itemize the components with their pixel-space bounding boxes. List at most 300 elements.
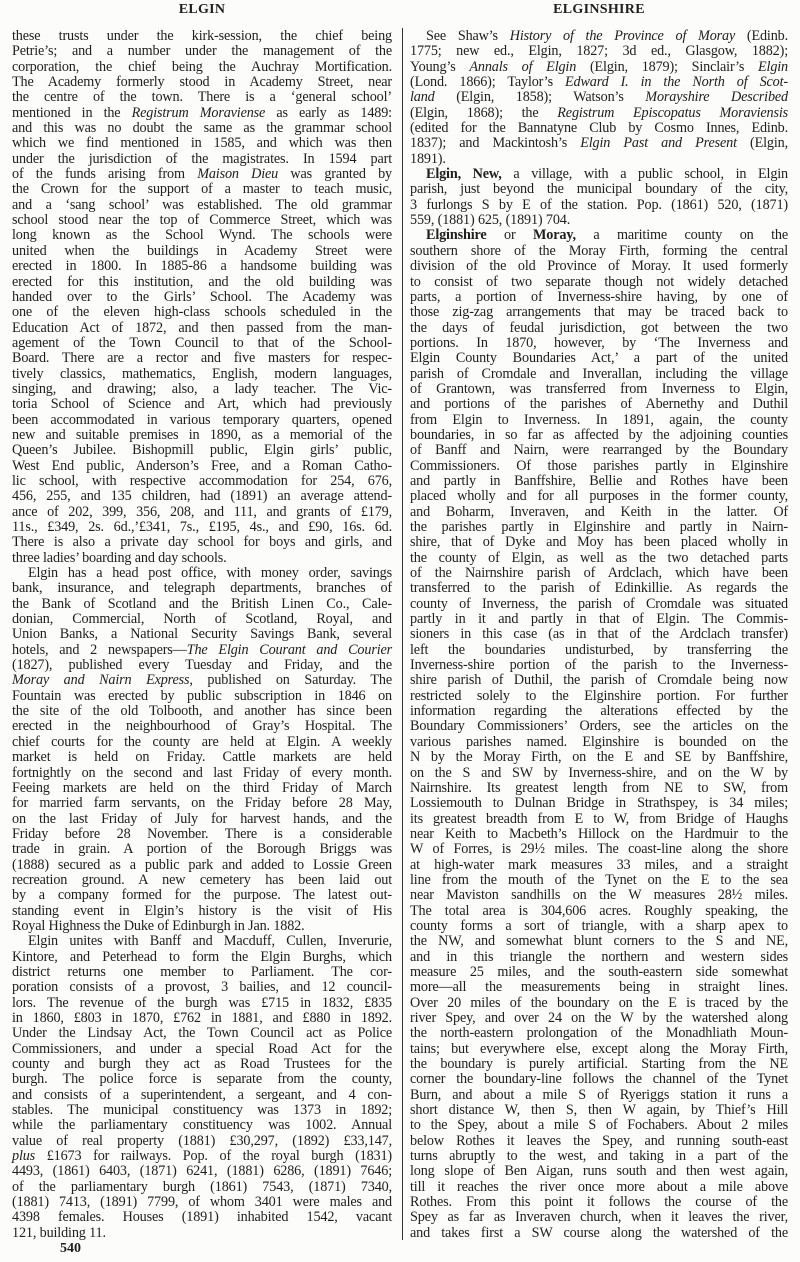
text-run: Nairnshire. Its greatest length from NE to SW, from — [410, 779, 788, 796]
text-run: transferred to the parish of Edinkillie. As regards the — [410, 580, 788, 597]
text-run: (1827), published every Tuesday and Friday, and the — [12, 657, 392, 674]
text-line — [12, 459, 392, 474]
text-run: parish of Cromdale and Inverallan, including the village — [410, 365, 788, 382]
text-line — [12, 305, 392, 320]
text-line — [12, 290, 392, 305]
text-line — [12, 1164, 392, 1179]
text-line — [410, 535, 788, 550]
text-run: (Elgin, 1879); Sinclair’s — [576, 58, 759, 75]
text-line — [12, 321, 392, 336]
text-line — [410, 213, 788, 228]
text-line — [12, 766, 392, 781]
text-line — [12, 121, 392, 136]
text-line — [410, 1134, 788, 1149]
text-run: of the Nairnshire parish of Ardclach, which have been — [410, 565, 788, 582]
text-run: (Lond. 1866); Taylor’s — [410, 74, 566, 91]
text-line — [12, 382, 392, 397]
text-run: sioners in this case (as in that of the Ardclach transfer) — [410, 626, 788, 643]
text-run: handed over to the Girls’ School. The Academy was — [12, 288, 392, 305]
text-run: of Grantown, was transferred from Inverness to Elgin, — [410, 380, 788, 397]
text-line — [410, 781, 788, 796]
text-line — [12, 1072, 392, 1087]
text-line — [12, 1026, 392, 1041]
text-run: southern shore of the Moray Firth, forming the central — [410, 242, 788, 259]
text-line — [410, 1195, 788, 1210]
text-run: for married farm servants, on the Friday before 28 May, — [12, 795, 392, 812]
text-run: (Edinb. — [735, 28, 789, 44]
text-line — [410, 1164, 788, 1179]
text-run: Board. There are a rector and five masters for respec- — [12, 350, 392, 367]
text-line — [12, 934, 392, 949]
text-run: and Boharm, Inveraven, and Keith in the latter. Of — [410, 503, 788, 520]
text-run: Rothes. From this point it follows the course of the — [410, 1194, 788, 1211]
text-run: and takes first a SW course along the watershed of the — [410, 1224, 788, 1241]
text-line — [12, 750, 392, 765]
text-line — [410, 842, 788, 857]
italic-title: Elgin Past and Present — [580, 135, 737, 152]
text-line — [410, 627, 788, 642]
text-run: corporation, the chief being the Auchray Mortification. — [12, 58, 392, 75]
text-run: 1837); and Mackintosh’s — [410, 135, 581, 152]
text-run: till it reaches the river once more about a mile above — [410, 1178, 788, 1195]
text-line — [410, 351, 788, 366]
paragraph — [410, 29, 788, 167]
text-line — [12, 1042, 392, 1057]
text-line — [410, 489, 788, 504]
text-line — [410, 397, 788, 412]
text-run: in 1860, £803 in 1870, £762 in 1881, and £880 in 1892. — [12, 1010, 392, 1026]
text-run: parts, a portion of Inverness-shire having, by one of — [410, 288, 788, 305]
right-text-column — [410, 29, 788, 1241]
text-line — [12, 198, 392, 213]
text-run: restricted solely to the Elginshire portion. For further — [410, 687, 788, 704]
text-run: and portions of the parishes of Abernethy and Duthil — [410, 396, 788, 413]
text-run: various parishes named. Elginshire is bounded on the — [410, 733, 788, 750]
text-line — [410, 121, 788, 136]
text-line — [410, 106, 788, 121]
text-line — [12, 75, 392, 90]
text-line — [12, 106, 392, 121]
text-run: fortnightly on the second and last Friday of every month. — [12, 764, 392, 781]
text-line — [410, 1226, 788, 1241]
text-line — [410, 812, 788, 827]
text-run: line from the mouth of the Tynet on the E to the sea — [410, 871, 788, 888]
text-run: these trusts under the kirk-session, the chief being — [12, 28, 392, 44]
text-line — [410, 152, 788, 167]
text-run: to consist of two separate though not widely detached — [410, 273, 788, 290]
text-line — [410, 980, 788, 995]
text-run: and this was no doubt the same as the grammar school — [12, 120, 392, 137]
text-run: Friday before 28 November. There is a considerable — [12, 825, 392, 842]
text-run: recreation ground. A new cemetery has been laid out — [12, 871, 392, 888]
text-run: The Academy formerly stood in Academy Street, near — [12, 74, 392, 91]
italic-title: plus — [12, 1148, 36, 1165]
text-run: from Elgin to Inverness. In 1891, again, the county — [410, 411, 788, 428]
paragraph — [12, 566, 392, 934]
text-line — [410, 505, 788, 520]
text-line — [12, 182, 392, 197]
text-line — [12, 873, 392, 888]
text-line — [12, 213, 392, 228]
text-line — [410, 413, 788, 428]
text-line — [410, 888, 788, 903]
text-line — [410, 244, 788, 259]
text-line — [12, 228, 392, 243]
text-run: lors. The revenue of the burgh was £715 in 1832, £835 — [12, 994, 392, 1011]
text-run: toria School of Science and Art, which had previously — [12, 396, 392, 413]
text-run: below Rothes it leaves the Spey, and running south-east — [410, 1132, 788, 1149]
bold-entry-heading: Elginshire — [426, 227, 487, 244]
text-line — [410, 1026, 788, 1041]
text-line — [12, 858, 392, 873]
text-run: Over 20 miles of the boundary on the E is traced by the — [410, 994, 788, 1011]
text-run: (1881) 7413, (1891) 7799, of whom 3401 were males and — [12, 1194, 392, 1211]
text-line — [410, 612, 788, 627]
text-line — [410, 182, 788, 197]
text-run: (Elgin, 1858); Watson’s — [434, 89, 646, 106]
text-line — [12, 336, 392, 351]
text-line — [410, 566, 788, 581]
text-line — [410, 796, 788, 811]
text-run: boundaries, in so far as affected by the adjoining counties — [410, 426, 788, 443]
text-line — [410, 1011, 788, 1026]
text-run: county and burgh they act as Road Trustees for the — [12, 1056, 392, 1073]
italic-title: History of the Province of Moray — [509, 28, 736, 44]
text-run: corner the boundary-line follows the channel of the Tynet — [410, 1071, 788, 1088]
text-line — [410, 689, 788, 704]
text-line — [410, 198, 788, 213]
text-line — [410, 766, 788, 781]
text-line — [12, 44, 392, 59]
text-line — [12, 627, 392, 642]
paragraph — [12, 934, 392, 1241]
text-run: the NW, and somewhat blunt corners to the S and NE, — [410, 933, 788, 950]
text-line — [12, 551, 392, 566]
text-run: , published on Saturday. The — [189, 672, 392, 689]
text-run: 121, building 11. — [12, 1224, 106, 1241]
text-run: school stood near the top of Commerce Street, which was — [12, 212, 392, 229]
text-line — [12, 1103, 392, 1118]
column-divider — [402, 28, 403, 1240]
text-run: the parishes partly in Elginshire and partly in Nairn- — [410, 519, 788, 535]
text-run: more—all the measurements being in straight lines. — [410, 979, 788, 996]
text-line — [410, 228, 788, 243]
paragraph — [410, 167, 788, 228]
text-line — [410, 167, 788, 182]
text-run: the centre of the town. There is a ‘general school’ — [12, 89, 392, 106]
page-number: 540 — [60, 1241, 81, 1256]
text-run: ance of 202, 399, 356, 208, and 111, and grants of £179, — [12, 503, 392, 520]
text-run: agement of the Town Council to that of the School- — [12, 334, 392, 351]
text-run: donian, Commercial, North of Scotland, Royal, and — [12, 611, 392, 628]
text-line — [410, 1118, 788, 1133]
text-line — [12, 259, 392, 274]
text-line — [12, 735, 392, 750]
text-line — [410, 90, 788, 105]
text-line — [410, 919, 788, 934]
running-header-left: ELGIN — [178, 2, 226, 17]
text-line — [410, 735, 788, 750]
text-run: Boundary Commissioners’ Orders, see the articles on the — [410, 718, 788, 735]
text-line — [12, 90, 392, 105]
text-run: (Elgin, 1868); the — [410, 104, 558, 121]
text-run: district returns one member to Parliament. The cor- — [12, 963, 392, 980]
text-line — [410, 367, 788, 382]
italic-title: Morayshire Described — [645, 89, 788, 106]
text-run: or — [486, 227, 534, 244]
text-line — [410, 382, 788, 397]
text-run: county forms a sort of triangle, with a sharp apex to — [410, 917, 788, 934]
text-line — [12, 474, 392, 489]
text-line — [12, 689, 392, 704]
text-line — [12, 673, 392, 688]
text-run: Petrie’s; and a number under the management of the — [12, 43, 392, 60]
text-line — [410, 459, 788, 474]
text-run: There is also a private day school for boys and girls, and — [12, 534, 392, 551]
text-run: near Keith to Macbeth’s Hillock on the Hardmuir to the — [410, 825, 788, 842]
text-line — [12, 367, 392, 382]
text-run: Under the Lindsay Act, the Town Council act as Police — [12, 1025, 392, 1042]
text-run: and in this triangle the northern and western sides — [410, 948, 788, 965]
text-run: which we find mentioned in 1585, and which was then — [12, 135, 392, 152]
italic-title: Registrum Episcopatus Moraviensis — [557, 104, 788, 121]
running-header-right: ELGINSHIRE — [553, 2, 645, 17]
text-line — [12, 152, 392, 167]
text-run: parish, just beyond the municipal boundary of the city, — [410, 181, 788, 198]
text-line — [12, 443, 392, 458]
text-run: Elgin unites with Banff and Macduff, Cullen, Inverurie, — [28, 933, 392, 950]
text-line — [12, 812, 392, 827]
text-run: burgh. The police force is separate from the county, — [12, 1071, 392, 1088]
text-line — [410, 581, 788, 596]
text-line — [410, 704, 788, 719]
text-run: the site of the old Tolbooth, and another has since been — [12, 703, 392, 720]
text-run: hotels, and 2 newspapers— — [12, 641, 187, 658]
text-line — [12, 888, 392, 903]
text-line — [410, 673, 788, 688]
paragraph — [410, 228, 788, 1241]
text-run: Elgin has a head post office, with money order, savings — [28, 565, 392, 582]
text-line — [410, 904, 788, 919]
text-line — [410, 1042, 788, 1057]
text-run: tains; but everywhere else, except along the Moray Firth, — [410, 1040, 788, 1057]
text-line — [12, 612, 392, 627]
italic-title: Edward I. in the North of Scot- — [565, 74, 788, 91]
text-line — [410, 474, 788, 489]
text-run: trade in grain. A portion of the Borough Briggs was — [12, 841, 392, 858]
text-line — [410, 965, 788, 980]
text-run: division of the old Province of Moray. It used formerly — [410, 258, 788, 275]
text-run: by a company formed for the purpose. The latest out- — [12, 887, 392, 904]
italic-title: Registrum Moraviense — [131, 104, 266, 121]
text-run: tively classics, mathematics, English, modern languages, — [12, 365, 392, 382]
text-run: Commissioners, and under a special Road Act for the — [12, 1040, 392, 1057]
text-line — [12, 980, 392, 995]
text-run: erected in 1800. In 1885-86 a handsome building was — [12, 258, 392, 275]
text-line — [12, 1088, 392, 1103]
text-line — [12, 489, 392, 504]
text-line — [12, 413, 392, 428]
text-run: and consists of a superintendent, a sergeant, and 4 con- — [12, 1086, 392, 1103]
text-run: under the jurisdiction of the magistrates. In 1594 part — [12, 150, 392, 167]
text-run: 4493, (1861) 6403, (1871) 6241, (1881) 6286, (1891) 7646; — [12, 1163, 392, 1180]
text-line — [410, 44, 788, 59]
text-line — [12, 597, 392, 612]
text-run: chief courts for the county are held at Elgin. A weekly — [12, 733, 392, 750]
text-run: Union Banks, a National Security Savings Bank, several — [12, 626, 392, 643]
text-line — [410, 1057, 788, 1072]
text-run: of the funds arising from — [12, 166, 198, 183]
text-run: was granted by — [278, 166, 392, 183]
text-run: 1891). — [410, 150, 446, 167]
text-run: new and suitable premises in 1890, as a memorial of the — [12, 426, 392, 443]
text-run: 3 furlongs S by E of the station. Pop. (1861) 520, (1871) — [410, 196, 788, 213]
text-run: river Spey, and over 24 on the W by the watershed along — [410, 1010, 788, 1026]
text-run: (Elgin, — [736, 135, 788, 152]
text-line — [410, 1180, 788, 1195]
text-line — [410, 1088, 788, 1103]
text-line — [410, 551, 788, 566]
text-line — [410, 750, 788, 765]
text-run: 1775; new ed., Elgin, 1827; 3d ed., Glasgow, 1882); — [410, 43, 788, 60]
text-line — [12, 566, 392, 581]
text-run: 559, (1881) 625, (1891) 704. — [410, 212, 571, 229]
text-line — [12, 1134, 392, 1149]
text-line — [12, 167, 392, 182]
text-run: of the parliamentary burgh (1861) 7543, (1871) 7340, — [12, 1178, 392, 1195]
text-line — [410, 996, 788, 1011]
text-line — [410, 1072, 788, 1087]
text-line — [410, 520, 788, 535]
text-run: Queen’s Jubilee. Bishopmill public, Elgin girls’ public, — [12, 442, 392, 459]
text-line — [12, 704, 392, 719]
text-run: united when the buildings in Academy Street were — [12, 242, 392, 259]
text-line — [12, 719, 392, 734]
text-run: partly in it and partly in that of Elgin. The Commis- — [410, 611, 788, 628]
text-run: on the S and SW by Inverness-shire, and on the W by — [410, 764, 788, 781]
text-run: been accommodated in various temporary quarters, opened — [12, 411, 392, 428]
text-run: mentioned in the — [12, 104, 132, 121]
text-run: those zig-zag arrangements that may be traced back to — [410, 304, 788, 321]
text-run: three ladies’ boarding and day schools. — [12, 549, 227, 566]
text-line — [410, 1149, 788, 1164]
text-line — [12, 1011, 392, 1026]
text-run: erected for this institution, and the old building was — [12, 273, 392, 290]
text-run: left the boundaries undisturbed, by transferring the — [410, 641, 788, 658]
text-run: (1888) secured as a public park and added to Lossie Green — [12, 856, 392, 873]
text-line — [12, 842, 392, 857]
text-line — [12, 1057, 392, 1072]
text-run: and a ‘sang school’ was established. The old grammar — [12, 196, 392, 213]
text-run: Elgin County Boundaries Act,’ a part of the united — [410, 350, 788, 367]
text-run: 4398 females. Houses (1891) inhabited 1542, vacant — [12, 1209, 392, 1226]
text-line — [410, 305, 788, 320]
text-run: the north-eastern prolongation of the Monadhliath Moun- — [410, 1025, 788, 1042]
text-run: (edited for the Bannatyne Club by Cosmo Innes, Edinb. — [410, 120, 788, 137]
text-run: market is held on Friday. Cattle markets are held — [12, 749, 392, 766]
text-line — [12, 275, 392, 290]
text-line — [12, 1149, 392, 1164]
text-run: Spey as far as Inveraven church, when it leaves the river, — [410, 1209, 788, 1226]
text-run: 11s., £349, 2s. 6d.,’£341, 7s., £195, 4s., and £90, 16s. 6d. — [12, 519, 392, 535]
text-run: erected in the neighbourhood of Gray’s Hospital. The — [12, 718, 392, 735]
text-line — [410, 336, 788, 351]
text-run: turns abruptly to the west, and taking in a part of the — [410, 1148, 788, 1165]
text-line — [410, 443, 788, 458]
text-run: stables. The municipal constituency was 1373 in 1892; — [12, 1102, 392, 1119]
italic-title: The Elgin Courant and Courier — [186, 641, 392, 658]
text-line — [410, 1103, 788, 1118]
text-line — [12, 1195, 392, 1210]
paragraph — [12, 29, 392, 566]
text-run: long known as the School Wynd. The schools were — [12, 227, 392, 244]
bold-entry-heading: Elgin, New, — [426, 166, 502, 183]
text-run: its greatest breadth from E to W, from Bridge of Haughs — [410, 810, 788, 827]
text-line — [12, 827, 392, 842]
text-run: the county of Elgin, as well as the two detached parts — [410, 549, 788, 566]
text-line — [410, 1210, 788, 1225]
italic-title: Moray and Nairn Express — [12, 672, 190, 689]
text-run: the Crown for the support of a master to teach music, — [12, 181, 392, 198]
text-run: Lossiemouth to Dulnan Bridge in Strathspey, is 34 miles; — [410, 795, 788, 812]
text-line — [410, 275, 788, 290]
text-run: Commissioners. Of those parishes partly in Elginshire — [410, 457, 788, 474]
text-line — [410, 597, 788, 612]
text-line — [12, 781, 392, 796]
text-line — [410, 643, 788, 658]
text-line — [12, 1210, 392, 1225]
text-run: the days of feudal jurisdiction, got between the two — [410, 319, 788, 336]
text-line — [12, 1226, 392, 1241]
text-run: on the last Friday of July for harvest hands, and the — [12, 810, 392, 827]
bold-entry-heading: Moray, — [533, 227, 576, 244]
text-run: bank, insurance, and telegraph departments, branches of — [12, 580, 392, 597]
text-line — [12, 581, 392, 596]
text-run: county of Inverness, the parish of Cromdale was situated — [410, 595, 788, 612]
text-run: Education Act of 1872, and then passed from the man- — [12, 319, 392, 336]
text-run: Kintore, and Peterhead to form the Elgin Burghs, which — [12, 948, 392, 965]
text-run: The total area is 304,606 acres. Roughly speaking, the — [410, 902, 788, 919]
text-line — [410, 259, 788, 274]
text-line — [12, 950, 392, 965]
text-run: poration consists of a provost, 3 bailies, and 12 council- — [12, 979, 392, 996]
text-line — [12, 919, 392, 934]
text-run: while the parliamentary constituency was 1002. Annual — [12, 1117, 392, 1134]
text-line — [12, 136, 392, 151]
text-run: £1673 for railways. Pop. of the royal burgh (1831) — [35, 1148, 392, 1165]
italic-title: Maison Dieu — [197, 166, 279, 183]
text-line — [12, 658, 392, 673]
text-line — [410, 858, 788, 873]
text-line — [410, 873, 788, 888]
text-run: measure 25 miles, and the south-eastern side somewhat — [410, 963, 788, 980]
text-line — [12, 904, 392, 919]
text-line — [12, 965, 392, 980]
text-run: shire parish of Duthil, the parish of Cromdale being now — [410, 672, 788, 689]
italic-title: land — [410, 89, 435, 106]
text-run: shire, that of Dyke and Moy has been placed wholly in — [410, 534, 788, 551]
text-run: Young’s — [410, 58, 470, 75]
text-run: N by the Moray Firth, on the E and SE by Banffshire, — [410, 749, 788, 766]
text-line — [410, 136, 788, 151]
text-line — [410, 60, 788, 75]
text-line — [410, 934, 788, 949]
text-run: the Bank of Scotland and the British Linen Co., Cale- — [12, 595, 392, 612]
text-line — [410, 321, 788, 336]
text-run: one of the eleven high-class schools scheduled in the — [12, 304, 392, 321]
text-run: lic school, with respective accommodation for 254, 676, — [12, 472, 392, 489]
text-line — [12, 643, 392, 658]
